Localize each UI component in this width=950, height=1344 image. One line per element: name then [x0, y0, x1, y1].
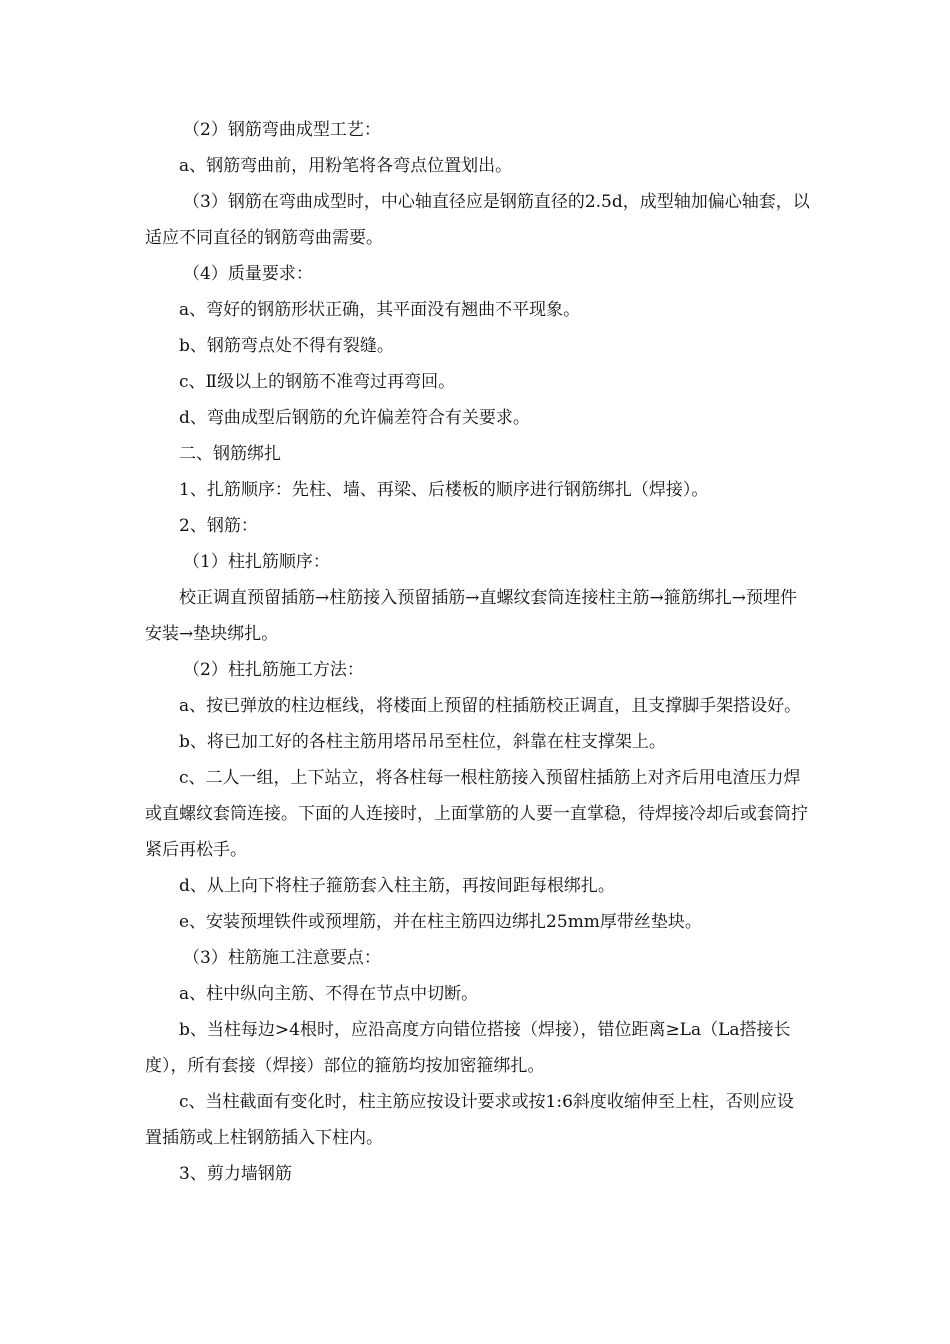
paragraph: a、按已弹放的柱边框线，将楼面上预留的柱插筋校正调直，且支撑脚手架搭设好。	[179, 696, 802, 716]
paragraph: d、从上向下将柱子箍筋套入柱主筋，再按间距每根绑扎。	[179, 876, 615, 896]
paragraph: 校正调直预留插筋→柱筋接入预留插筋→直螺纹套筒连接柱主筋→箍筋绑扎→预埋件安装→垫块绑扎。	[145, 588, 797, 644]
paragraph: e、安装预埋铁件或预埋筋，并在柱主筋四边绑扎25mm厚带丝垫块。	[179, 912, 702, 932]
paragraph: 2、钢筋：	[179, 516, 258, 536]
heading-column-method: （2）柱扎筋施工方法：	[183, 660, 364, 680]
heading-quality-requirements: （4）质量要求：	[183, 264, 313, 284]
paragraph: c、二人一组，上下站立，将各柱每一根柱筋接入预留柱插筋上对齐后用电渣压力焊或直螺纹套筒连接。下面的人连接时，上面掌筋的人要一直掌稳，待焊接冷却后或套筒拧紧后再松手。	[145, 768, 808, 860]
paragraph: b、将已加工好的各柱主筋用塔吊吊至柱位，斜靠在柱支撑架上。	[179, 732, 666, 752]
heading-column-notes: （3）柱筋施工注意要点：	[183, 948, 381, 968]
section-heading-binding: 二、钢筋绑扎	[179, 444, 281, 464]
section-heading-shear-wall: 3、剪力墙钢筋	[179, 1164, 292, 1184]
paragraph: 1、扎筋顺序：先柱、墙、再梁、后楼板的顺序进行钢筋绑扎（焊接）。	[179, 480, 709, 500]
paragraph: a、柱中纵向主筋、不得在节点中切断。	[179, 984, 479, 1004]
document-body	[145, 112, 810, 1192]
paragraph: a、钢筋弯曲前，用粉笔将各弯点位置划出。	[179, 156, 513, 176]
heading-column-sequence: （1）柱扎筋顺序：	[183, 552, 330, 572]
paragraph: （3）钢筋在弯曲成型时，中心轴直径应是钢筋直径的2.5d，成型轴加偏心轴套，以适应不同直径的钢筋弯曲需要。	[145, 192, 810, 248]
paragraph: c、Ⅱ级以上的钢筋不准弯过再弯回。	[179, 372, 456, 392]
paragraph: d、弯曲成型后钢筋的允许偏差符合有关要求。	[179, 408, 530, 428]
paragraph: a、弯好的钢筋形状正确，其平面没有翘曲不平现象。	[179, 300, 581, 320]
paragraph: b、当柱每边>4根时，应沿高度方向错位搭接（焊接），错位距离≥La（La搭接长度），所有套接（焊接）部位的箍筋均按加密箍绑扎。	[145, 1020, 791, 1076]
heading-bending-process: （2）钢筋弯曲成型工艺：	[183, 120, 381, 140]
paragraph: c、当柱截面有变化时，柱主筋应按设计要求或按1:6斜度收缩伸至上柱，否则应设置插筋或上柱钢筋插入下柱内。	[145, 1092, 794, 1148]
paragraph: b、钢筋弯点处不得有裂缝。	[179, 336, 394, 356]
